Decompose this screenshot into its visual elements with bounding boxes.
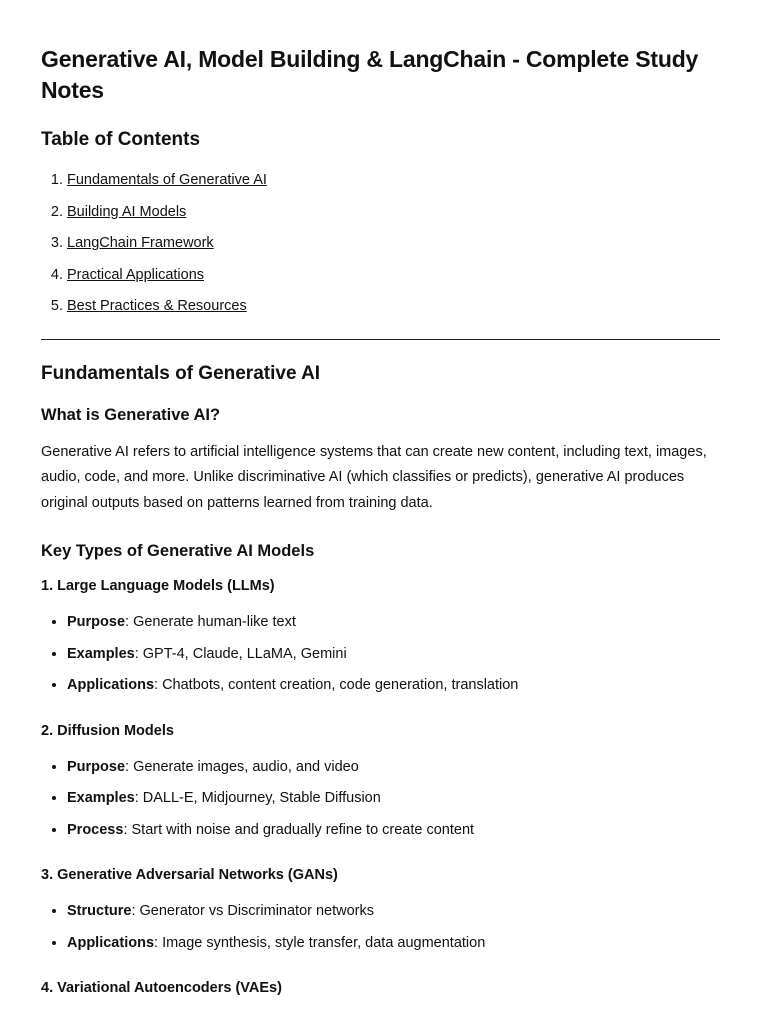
model-heading-diffusion: 2. Diffusion Models bbox=[41, 722, 174, 739]
bullet-label: Purpose bbox=[67, 758, 126, 775]
bullet-text: : Start with noise and gradually refine to create content bbox=[123, 821, 475, 838]
bullet-label: Purpose bbox=[67, 614, 126, 630]
subheading-key-types: Key Types of Generative AI Models bbox=[41, 542, 315, 560]
toc-item bbox=[67, 170, 720, 202]
list-item bbox=[67, 644, 720, 676]
list-item bbox=[67, 820, 720, 852]
bullet-label: Examples bbox=[67, 645, 135, 662]
bullet-label: Structure bbox=[67, 903, 132, 919]
toc-link-best-practices[interactable]: Best Practices & Resources bbox=[67, 298, 247, 314]
bullet-label: Process bbox=[67, 821, 124, 838]
list-item bbox=[67, 757, 720, 789]
section-divider bbox=[41, 339, 720, 340]
model-heading-vaes: 4. Variational Autoencoders (VAEs) bbox=[41, 980, 282, 996]
list-item bbox=[67, 901, 720, 933]
bullet-text: : Image synthesis, style transfer, data augmentation bbox=[154, 934, 486, 951]
subheading-what-is-genai: What is Generative AI? bbox=[41, 405, 221, 424]
toc-link-fundamentals[interactable]: Fundamentals of Generative AI bbox=[67, 172, 267, 188]
toc-heading: Table of Contents bbox=[41, 129, 201, 150]
llm-bullet-list bbox=[41, 612, 720, 707]
bullet-label: Applications bbox=[67, 934, 155, 951]
toc-link-practical-applications[interactable]: Practical Applications bbox=[67, 266, 205, 283]
toc-link-building-models[interactable]: Building AI Models bbox=[67, 203, 187, 220]
list-item bbox=[67, 788, 720, 820]
toc-item bbox=[67, 296, 720, 328]
gans-bullet-list bbox=[41, 901, 720, 964]
toc-item bbox=[67, 202, 720, 234]
bullet-text: : Generate human-like text bbox=[125, 614, 296, 630]
list-item bbox=[67, 675, 720, 707]
bullet-text: : DALL-E, Midjourney, Stable Diffusion bbox=[134, 790, 381, 806]
model-heading-gans: 3. Generative Adversarial Networks (GANs) bbox=[41, 867, 338, 883]
intro-paragraph: Generative AI refers to artificial intelligence systems that can create new content, including text, images, audio, code, and more. Unlike discriminative AI (which classifies or predicts), generative AI produces original outputs based on patterns learned from training data. bbox=[41, 443, 707, 511]
bullet-text: : Generate images, audio, and video bbox=[125, 758, 359, 775]
toc-item bbox=[67, 265, 720, 297]
list-item bbox=[67, 612, 720, 644]
toc-link-langchain[interactable]: LangChain Framework bbox=[67, 235, 214, 251]
document-title: Generative AI, Model Building & LangChain - Complete Study Notes bbox=[41, 46, 699, 103]
bullet-text: : Chatbots, content creation, code generation, translation bbox=[154, 677, 519, 693]
diffusion-bullet-list bbox=[41, 757, 720, 852]
bullet-text: : Generator vs Discriminator networks bbox=[131, 903, 375, 919]
list-item bbox=[67, 933, 720, 965]
bullet-label: Applications bbox=[67, 677, 155, 693]
toc-item bbox=[67, 233, 720, 265]
bullet-label: Examples bbox=[67, 790, 135, 806]
model-heading-llms: 1. Large Language Models (LLMs) bbox=[41, 578, 275, 594]
bullet-text: : GPT-4, Claude, LLaMA, Gemini bbox=[134, 645, 347, 662]
table-of-contents bbox=[41, 170, 720, 328]
section-heading-fundamentals: Fundamentals of Generative AI bbox=[41, 362, 321, 384]
